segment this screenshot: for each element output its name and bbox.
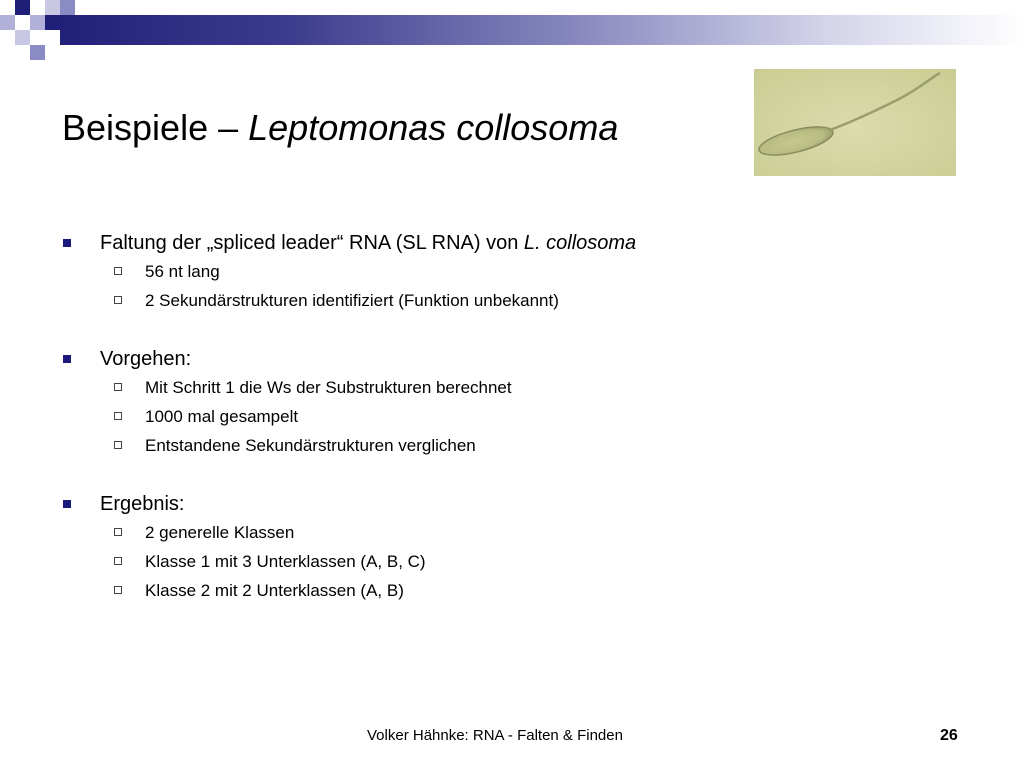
decor-square xyxy=(15,0,30,15)
page-number: 26 xyxy=(940,727,958,744)
decor-square xyxy=(30,15,45,30)
title-species: Leptomonas collosoma xyxy=(248,107,619,148)
sub-bullet-item xyxy=(62,286,962,315)
header-gradient-bar xyxy=(45,15,1024,45)
sub-bullet-item xyxy=(62,576,962,605)
square-bullet-icon xyxy=(63,355,71,363)
hollow-square-bullet-icon xyxy=(114,528,122,536)
bullet-text: Vorgehen: xyxy=(100,348,192,370)
bullet-item xyxy=(62,490,962,518)
hollow-square-bullet-icon xyxy=(114,586,122,594)
decor-square xyxy=(15,30,30,45)
footer-text: Volker Hähnke: RNA - Falten & Finden xyxy=(367,727,623,744)
bullet-text-italic: L. collosoma xyxy=(523,232,637,254)
bullet-item xyxy=(62,345,962,373)
sub-bullet-text: 2 Sekundärstrukturen identifiziert (Funktion unbekannt) xyxy=(145,291,559,310)
hollow-square-bullet-icon xyxy=(114,412,122,420)
bullet-text: Ergebnis: xyxy=(100,493,185,515)
title-prefix: Beispiele – xyxy=(62,107,249,148)
decor-square xyxy=(30,45,45,60)
sub-bullet-text: 56 nt lang xyxy=(145,262,220,281)
decor-square xyxy=(45,30,60,45)
bullet-item xyxy=(62,229,962,257)
sub-bullet-text: Entstandene Sekundärstrukturen verglichen xyxy=(145,436,476,455)
slide-footer xyxy=(0,726,1024,746)
sub-bullet-text: Klasse 2 mit 2 Unterklassen (A, B) xyxy=(145,581,404,600)
sub-bullet-item xyxy=(62,402,962,431)
sub-bullet-item xyxy=(62,547,962,576)
sub-bullet-text: 2 generelle Klassen xyxy=(145,523,295,542)
hollow-square-bullet-icon xyxy=(114,296,122,304)
sub-bullet-item xyxy=(62,518,962,547)
bullet-list xyxy=(62,229,962,605)
decor-square xyxy=(0,15,15,30)
sub-bullet-item xyxy=(62,431,962,460)
bullet-text: Faltung der „spliced leader“ RNA (SL RNA) von xyxy=(100,232,524,254)
hollow-square-bullet-icon xyxy=(114,557,122,565)
hollow-square-bullet-icon xyxy=(114,267,122,275)
leptomonas-micrograph xyxy=(754,69,956,176)
hollow-square-bullet-icon xyxy=(114,383,122,391)
decor-square xyxy=(45,0,60,15)
square-bullet-icon xyxy=(63,239,71,247)
sub-bullet-item xyxy=(62,373,962,402)
sub-bullet-item xyxy=(62,257,962,286)
hollow-square-bullet-icon xyxy=(114,441,122,449)
slide-title xyxy=(62,106,618,150)
sub-bullet-text: 1000 mal gesampelt xyxy=(145,407,299,426)
sub-bullet-text: Mit Schritt 1 die Ws der Substrukturen berechnet xyxy=(145,378,512,397)
sub-bullet-text: Klasse 1 mit 3 Unterklassen (A, B, C) xyxy=(145,552,426,571)
square-bullet-icon xyxy=(63,500,71,508)
decor-square xyxy=(60,0,75,15)
